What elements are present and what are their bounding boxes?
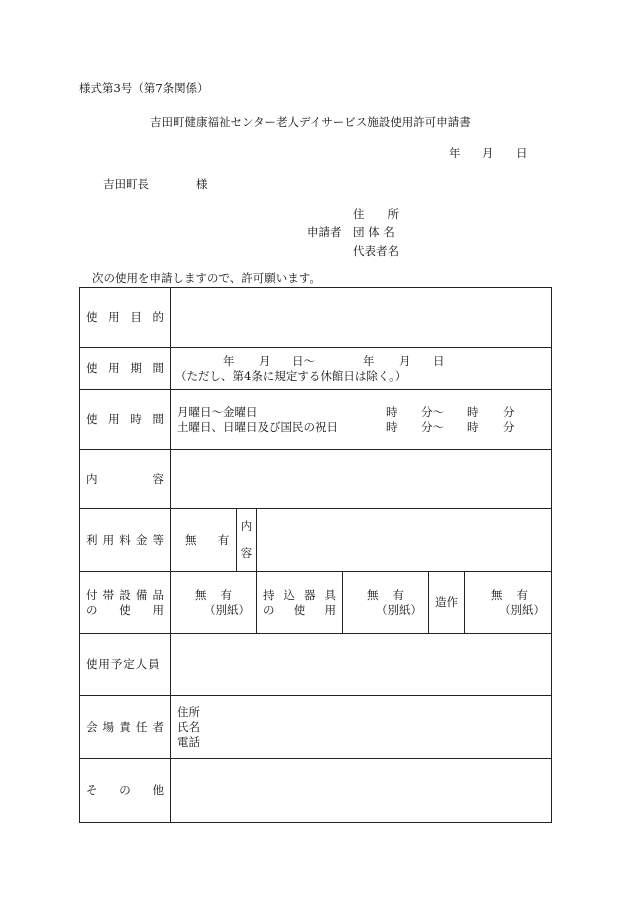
applicant-address-label: 住 所: [353, 207, 399, 221]
bring-label: 持 込 器 具 の 使 用: [257, 572, 343, 634]
applicant-org-label: 団 体 名: [353, 225, 395, 239]
manager-label: 会 場 責 任 者: [80, 696, 171, 759]
manager-address-label: 住所: [177, 704, 200, 719]
form-number: 様式第3号（第7条関係）: [79, 81, 209, 95]
other-field[interactable]: [171, 759, 552, 823]
row-equipment: [80, 572, 552, 634]
date-year: 年: [449, 146, 461, 160]
planned-field[interactable]: [171, 634, 552, 696]
row-period: [80, 348, 552, 390]
addressee-honorific: 様: [196, 177, 208, 191]
manager-field[interactable]: [171, 696, 552, 759]
purpose-field[interactable]: [171, 288, 552, 348]
row-time: [80, 390, 552, 450]
application-table: [79, 287, 552, 823]
time-weekday-label: 月曜日〜金曜日: [177, 404, 258, 419]
row-planned: [80, 634, 552, 696]
bring-choice[interactable]: 無 有 （別紙）: [343, 572, 429, 634]
purpose-label: 使 用 目 的: [80, 288, 171, 348]
content-field[interactable]: [171, 450, 552, 509]
time-weekend-label: 土曜日、日曜日及び国民の祝日: [177, 419, 338, 434]
other-label: そ の 他: [80, 759, 171, 823]
applicant-prefix: 申請者: [307, 225, 342, 239]
planned-label: 使用予定人員: [80, 634, 171, 696]
intro-text: 次の使用を申請しますので、許可願います。: [92, 271, 321, 285]
fee-choice[interactable]: 無 有: [171, 509, 237, 572]
construct-choice[interactable]: 無 有 （別紙）: [465, 572, 552, 634]
row-other: [80, 759, 552, 823]
row-content: [80, 450, 552, 509]
addressee-name: 吉田町長: [103, 177, 149, 191]
equipment-choice[interactable]: 無 有 （別紙）: [171, 572, 257, 634]
manager-phone-label: 電話: [177, 734, 200, 749]
construct-label: 造作: [429, 572, 465, 634]
row-fee: [80, 509, 552, 572]
row-manager: [80, 696, 552, 759]
fee-detail-label: 内 容: [237, 509, 257, 572]
period-label: 使 用 期 間: [80, 348, 171, 390]
form-title: 吉田町健康福祉センター老人デイサービス施設使用許可申請書: [150, 115, 471, 129]
time-label: 使 用 時 間: [80, 390, 171, 450]
fee-label: 利 用 料 金 等: [80, 509, 171, 572]
applicant-rep-label: 代表者名: [353, 244, 399, 258]
time-field[interactable]: 月曜日〜金曜日 時 分〜 時 分 土曜日、日曜日及び国民の祝日 時 分〜 時 分: [171, 390, 552, 450]
period-field[interactable]: 年 月 日〜 年 月 日 （ただし、第4条に規定する休館日は除く。）: [171, 348, 552, 390]
manager-name-label: 氏名: [177, 719, 200, 734]
period-note: （ただし、第4条に規定する休館日は除く。）: [175, 368, 407, 383]
row-purpose: [80, 288, 552, 348]
content-label: 内 容: [80, 450, 171, 509]
date-day: 日: [516, 146, 528, 160]
date-month: 月: [482, 146, 494, 160]
equipment-label: 付 帯 設 備 品 の 使 用: [80, 572, 171, 634]
fee-detail-field[interactable]: [257, 509, 552, 572]
